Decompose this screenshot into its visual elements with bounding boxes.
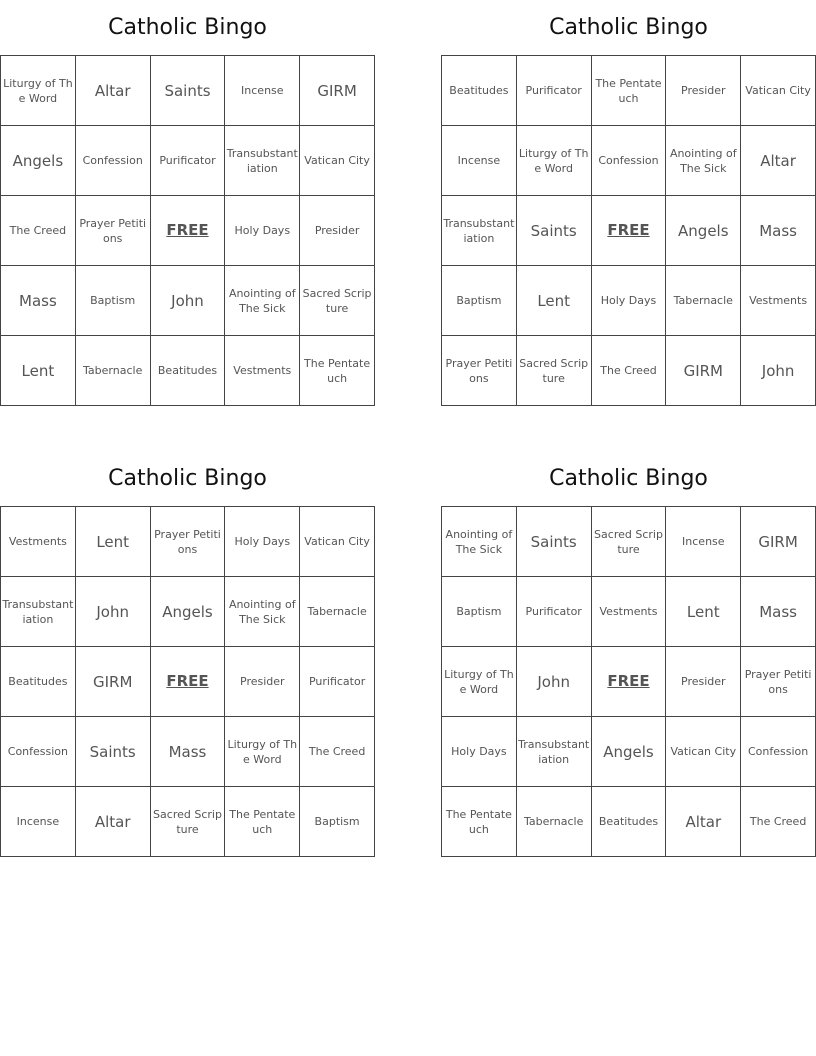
bingo-cell: Tabernacle: [300, 577, 375, 647]
bingo-row: [442, 56, 816, 126]
bingo-cell: The Creed: [300, 717, 375, 787]
bingo-cell: John: [516, 647, 591, 717]
bingo-cell: Confession: [741, 717, 816, 787]
bingo-cell: John: [150, 266, 225, 336]
bingo-cell: Beatitudes: [150, 336, 225, 406]
bingo-cell: Lent: [516, 266, 591, 336]
bingo-cell: Presider: [666, 56, 741, 126]
bingo-cell: Incense: [225, 56, 300, 126]
bingo-cell: Altar: [666, 787, 741, 857]
bingo-cell: Confession: [1, 717, 76, 787]
bingo-cell: The Creed: [741, 787, 816, 857]
bingo-row: [442, 266, 816, 336]
bingo-cell: The Creed: [1, 196, 76, 266]
bingo-cell: Anointing of The Sick: [442, 507, 517, 577]
free-space: FREE: [150, 196, 225, 266]
bingo-row: [442, 196, 816, 266]
bingo-cell: Angels: [591, 717, 666, 787]
bingo-row: [1, 647, 375, 717]
bingo-cell: Baptism: [300, 787, 375, 857]
bingo-grid: [0, 55, 375, 406]
bingo-row: [442, 336, 816, 406]
bingo-cell: John: [741, 336, 816, 406]
card-title: Catholic Bingo: [108, 15, 267, 40]
bingo-cell: Liturgy of The Word: [225, 717, 300, 787]
bingo-cell: Altar: [741, 126, 816, 196]
bingo-cell: Vatican City: [300, 126, 375, 196]
bingo-cell: Transubstantiation: [225, 126, 300, 196]
card-title: Catholic Bingo: [549, 15, 708, 40]
bingo-cell: Baptism: [442, 577, 517, 647]
bingo-row: [1, 507, 375, 577]
bingo-cell: Transubstantiation: [516, 717, 591, 787]
bingo-cell: Tabernacle: [75, 336, 150, 406]
bingo-row: [442, 507, 816, 577]
bingo-cell: Vatican City: [741, 56, 816, 126]
bingo-cell: Lent: [666, 577, 741, 647]
bingo-cell: Incense: [1, 787, 76, 857]
bingo-cell: Holy Days: [225, 196, 300, 266]
bingo-row: [442, 126, 816, 196]
bingo-cell: Sacred Scripture: [150, 787, 225, 857]
bingo-cell: Mass: [741, 196, 816, 266]
bingo-cell: Lent: [1, 336, 76, 406]
bingo-cell: Tabernacle: [516, 787, 591, 857]
bingo-row: [1, 126, 375, 196]
bingo-row: [442, 717, 816, 787]
bingo-cell: Sacred Scripture: [300, 266, 375, 336]
bingo-cell: GIRM: [300, 56, 375, 126]
bingo-cell: The Creed: [591, 336, 666, 406]
bingo-cell: Saints: [150, 56, 225, 126]
bingo-cell: Presider: [300, 196, 375, 266]
bingo-card-1: [0, 0, 375, 406]
card-title: Catholic Bingo: [108, 466, 267, 491]
bingo-cell: Liturgy of The Word: [442, 647, 517, 717]
bingo-row: [1, 196, 375, 266]
bingo-cell: Mass: [741, 577, 816, 647]
bingo-cell: Holy Days: [591, 266, 666, 336]
bingo-cell: Prayer Petitions: [741, 647, 816, 717]
bingo-card-2: [441, 0, 816, 406]
bingo-row: [1, 787, 375, 857]
bingo-cell: GIRM: [741, 507, 816, 577]
bingo-cell: Saints: [516, 507, 591, 577]
bingo-card-3: [0, 451, 375, 857]
bingo-cell: Altar: [75, 787, 150, 857]
bingo-cell: The Pentateuch: [591, 56, 666, 126]
bingo-row: [442, 577, 816, 647]
bingo-row: [1, 336, 375, 406]
bingo-cell: The Pentateuch: [442, 787, 517, 857]
bingo-row: [1, 266, 375, 336]
bingo-grid: [0, 506, 375, 857]
bingo-cell: The Pentateuch: [225, 787, 300, 857]
bingo-grid: [441, 55, 816, 406]
bingo-cell: Transubstantiation: [442, 196, 517, 266]
free-space: FREE: [150, 647, 225, 717]
bingo-cell: Vestments: [591, 577, 666, 647]
bingo-cell: Saints: [516, 196, 591, 266]
bingo-cell: Angels: [1, 126, 76, 196]
bingo-cell: Baptism: [75, 266, 150, 336]
bingo-cell: Purificator: [150, 126, 225, 196]
bingo-cell: The Pentateuch: [300, 336, 375, 406]
bingo-cell: GIRM: [75, 647, 150, 717]
bingo-cell: Prayer Petitions: [75, 196, 150, 266]
bingo-cell: Angels: [666, 196, 741, 266]
bingo-cell: Vatican City: [666, 717, 741, 787]
bingo-cell: Liturgy of The Word: [1, 56, 76, 126]
bingo-cell: Anointing of The Sick: [666, 126, 741, 196]
bingo-card-4: [441, 451, 816, 857]
bingo-cell: Beatitudes: [591, 787, 666, 857]
bingo-grid: [441, 506, 816, 857]
bingo-cell: Lent: [75, 507, 150, 577]
card-title: Catholic Bingo: [549, 466, 708, 491]
bingo-cell: Prayer Petitions: [442, 336, 517, 406]
bingo-cell: Angels: [150, 577, 225, 647]
bingo-cell: Beatitudes: [1, 647, 76, 717]
bingo-cell: Prayer Petitions: [150, 507, 225, 577]
bingo-cell: Vatican City: [300, 507, 375, 577]
bingo-cell: John: [75, 577, 150, 647]
bingo-cell: Baptism: [442, 266, 517, 336]
bingo-cell: Tabernacle: [666, 266, 741, 336]
bingo-cell: Sacred Scripture: [591, 507, 666, 577]
free-space: FREE: [591, 647, 666, 717]
bingo-cell: Presider: [225, 647, 300, 717]
bingo-cell: Vestments: [741, 266, 816, 336]
bingo-row: [1, 577, 375, 647]
bingo-cell: Saints: [75, 717, 150, 787]
bingo-cell: Mass: [1, 266, 76, 336]
bingo-row: [442, 787, 816, 857]
bingo-cell: Liturgy of The Word: [516, 126, 591, 196]
bingo-cell: Vestments: [225, 336, 300, 406]
bingo-row: [1, 717, 375, 787]
bingo-cell: Purificator: [516, 56, 591, 126]
bingo-cell: Purificator: [516, 577, 591, 647]
bingo-row: [442, 647, 816, 717]
bingo-cell: Purificator: [300, 647, 375, 717]
bingo-row: [1, 56, 375, 126]
bingo-cell: Sacred Scripture: [516, 336, 591, 406]
bingo-cell: Holy Days: [225, 507, 300, 577]
bingo-cell: Mass: [150, 717, 225, 787]
bingo-cell: Incense: [666, 507, 741, 577]
bingo-cell: Beatitudes: [442, 56, 517, 126]
bingo-cell: Altar: [75, 56, 150, 126]
bingo-cell: Confession: [591, 126, 666, 196]
bingo-cell: Anointing of The Sick: [225, 266, 300, 336]
free-space: FREE: [591, 196, 666, 266]
bingo-cell: Transubstantiation: [1, 577, 76, 647]
bingo-cell: Presider: [666, 647, 741, 717]
bingo-cell: Confession: [75, 126, 150, 196]
bingo-cell: Anointing of The Sick: [225, 577, 300, 647]
bingo-cell: GIRM: [666, 336, 741, 406]
bingo-cell: Holy Days: [442, 717, 517, 787]
bingo-cell: Vestments: [1, 507, 76, 577]
bingo-cell: Incense: [442, 126, 517, 196]
